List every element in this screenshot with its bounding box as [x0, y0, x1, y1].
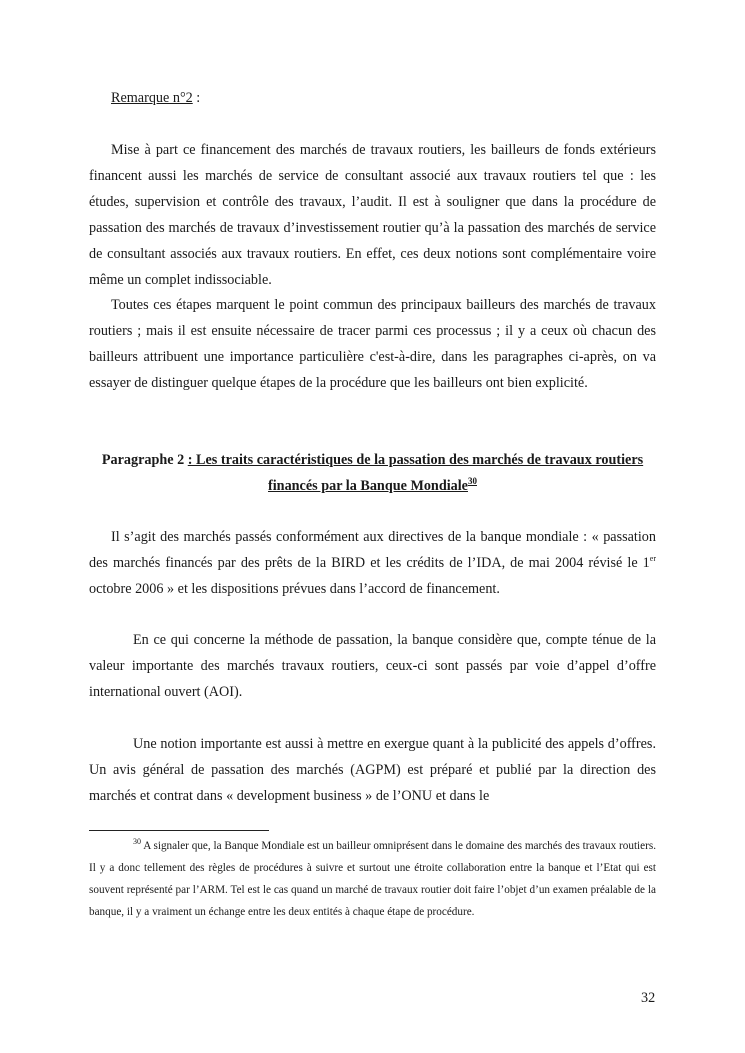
p3-text-start: Il s’agit des marchés passés conformément aux directives de la banque mondiale : « passation des marchés financés par des prêts de la BIRD et les crédits de l’IDA, de mai 2004 révisé le 1 — [89, 529, 656, 571]
footnote — [89, 835, 656, 923]
footnote-text: A signaler que, la Banque Mondiale est un bailleur omniprésent dans le domaine des marchés des travaux routiers. Il y a donc tellement des règles de procédures à suivre et surtout une étroite collaboration entre la banque et l’Etat qui est souvent représenté par l’ARM. Tel est le cas quand un marché de travaux routier doit faire l’objet d’un examen préalable de la banque, il y a vraiment un échange entre les deux entités à chaque étape de procédure. — [89, 840, 656, 918]
page-number: 32 — [641, 990, 656, 1006]
heading-prefix: Paragraphe 2 — [101, 452, 188, 468]
heading-title: : Les traits caractéristiques de la passation des marchés de travaux routiers financés par la Banque Mondiale — [187, 452, 644, 494]
paragraph-method: En ce qui concerne la méthode de passation, la banque considère que, compte ténue de la valeur importante des marchés travaux routiers, ceux-ci sont passés par voie d’appel d’offre international ouvert (AOI). — [89, 632, 656, 700]
remark-heading — [111, 88, 200, 108]
paragraph-directives — [89, 525, 656, 603]
footnote-separator — [89, 830, 269, 831]
paragraph-publicity: Une notion importante est aussi à mettre en exergue quant à la publicité des appels d’offres. Un avis général de passation des marchés (AGPM) est préparé et publié par la direction des marchés et contrat dans « development business » de l’ONU et dans le — [89, 736, 656, 804]
remark-suffix: : — [192, 90, 201, 106]
footnote-number: 30 — [133, 837, 141, 846]
p3-superscript: er — [649, 553, 656, 563]
p3-text-end: octobre 2006 » et les dispositions prévues dans l’accord de financement. — [89, 580, 500, 597]
heading-footnote-ref[interactable]: 30 — [467, 475, 477, 486]
section-heading — [89, 448, 656, 500]
paragraph-common-steps: Toutes ces étapes marquent le point commun des principaux bailleurs des marchés de travaux routiers ; mais il est ensuite nécessaire de tracer parmi ces processus ; il y a ceux où chacun des bailleurs attribuent une importance particulière c'est-à-dire, dans les paragraphes ci-après, on va essayer de distinguer quelque étapes de la procédure que les bailleurs ont bien explicité. — [89, 297, 656, 391]
paragraph-financing: Mise à part ce financement des marchés de travaux routiers, les bailleurs de fonds extérieurs financent aussi les marchés de service de consultant associé aux travaux routiers tel que : les études, supervision et contrôle des travaux, l’audit. Il est à souligner que dans la procédure de passation des marchés de travaux d’investissement routier qu’à la passation des marchés de service de consultant associés aux travaux routiers. En effet, ces deux notions sont complémentaire voire même un complet indissociable. — [89, 142, 656, 288]
remark-label: Remarque n°2 — [111, 90, 193, 106]
